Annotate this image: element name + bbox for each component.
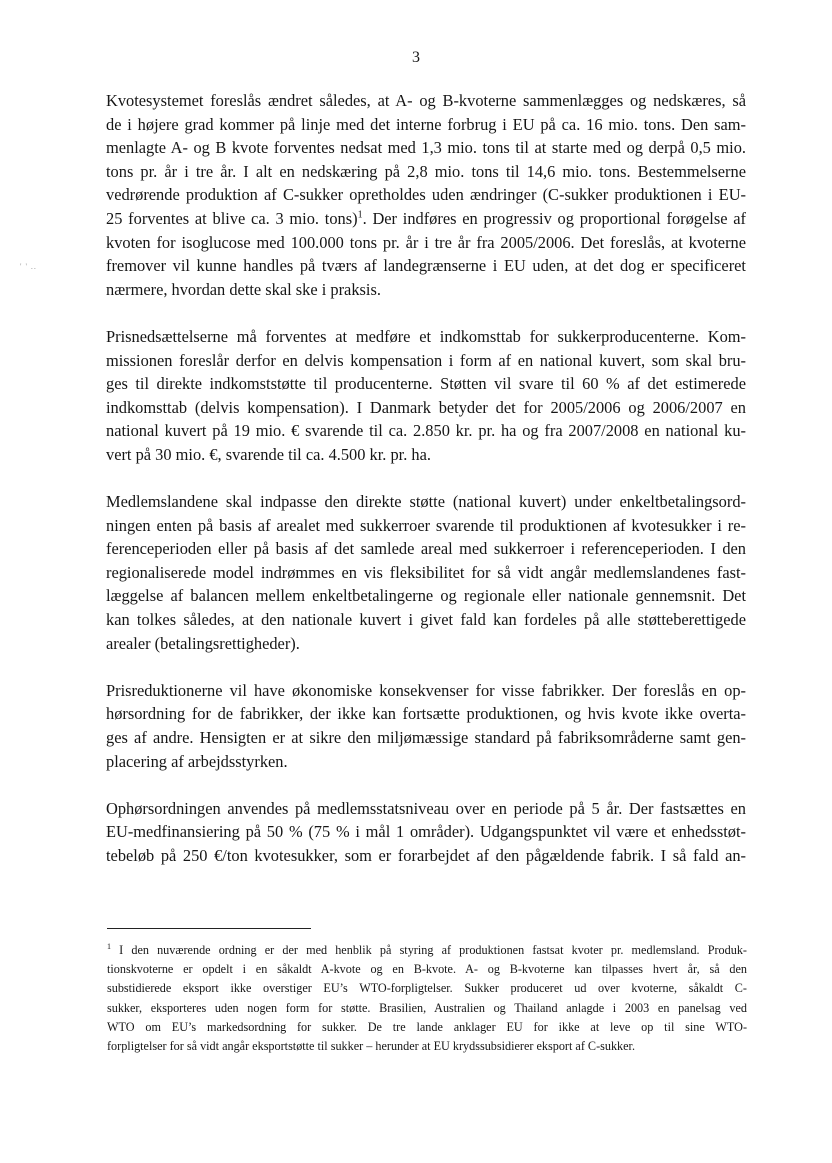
text-line: indkomsttab (delvis kompensation). I Danmark betyder det for 2005/2006 og 2006/2007 en xyxy=(106,397,746,417)
paragraph-cessation-scheme xyxy=(106,797,746,868)
text-line: hørsordning for de fabrikker, der ikke kan fortsætte produktionen, og hvis kvote ikke overta- xyxy=(106,704,746,724)
text-line: Prisreduktionerne vil have økonomiske konsekvenser for visse fabrikker. Der foreslås en op- xyxy=(106,680,746,700)
footnote-line: substidierede eksport ikke overstiger EU’s WTO-forpligtelser. Sukker produceret ud over kvoterne, såkaldt C- xyxy=(107,981,747,996)
text-line: nærmere, hvordan dette skal ske i praksis. xyxy=(106,279,381,299)
text-line: EU-medfinansiering på 50 % (75 % i mål 1 områder). Udgangspunktet vil være et enhedsstøt- xyxy=(106,822,746,842)
text-line: Prisnedsættelserne må forventes at medføre et indkomsttab for sukkerproducenterne. Kom- xyxy=(106,326,746,346)
footnote-marker: 1 xyxy=(107,941,111,951)
text-line: læggelse af balancen mellem enkeltbetalingerne og regionale eller nationale gennemsnit. Det xyxy=(106,586,746,606)
footnote-separator xyxy=(107,928,311,929)
text-line: ges til direkte indkomststøtte til producenterne. Støtten vil svare til 60 % af det estimerede xyxy=(106,374,746,394)
footnote-line: forpligtelser for så vidt angår eksportstøtte til sukker – herunder at EU krydssubsidierer eksport af C-sukker. xyxy=(107,1038,635,1053)
text-line: vert på 30 mio. €, svarende til ca. 4.500 kr. pr. ha. xyxy=(106,444,432,464)
text-line: kvoten for isoglucose med 100.000 tons pr. år i tre år fra 2005/2006. Det foreslås, at kvoterne xyxy=(106,232,746,252)
text-line: Medlemslandene skal indpasse den direkte støtte (national kuvert) under enkeltbetalingsord- xyxy=(106,492,746,512)
text-line: ges af andre. Hensigten er at sikre den miljømæssige standard på fabriksområderne samt gen- xyxy=(106,728,746,748)
text-line: placering af arbejdsstyrken. xyxy=(106,751,288,771)
footnote-line: WTO om EU’s markedsordning for sukker. De tre lande anklager EU for ikke at leve op til sine WTO- xyxy=(107,1019,747,1034)
text-line: tons pr. år i tre år. I alt en nedskæring på 2,8 mio. tons til 14,6 mio. tons. Bestemmelserne xyxy=(106,161,746,181)
text-fragment: . Der indføres en progressiv og proportional forøgelse af xyxy=(362,208,746,228)
text-line: missionen foreslår derfor en delvis kompensation i form af en national kuvert, som skal bru- xyxy=(106,350,746,370)
text-fragment: I den nuværende ordning er der med henblik på styring af produktionen fastsat kvoter pr. medlemsland. Produk- xyxy=(111,943,747,957)
text-line: vedrørende produktion af C-sukker opretholdes uden ændringer (C-sukker produktionen i EU- xyxy=(106,185,746,205)
footnote xyxy=(107,941,747,1056)
paragraph-member-states xyxy=(106,490,746,655)
text-line: national kuvert på 19 mio. € svarende til ca. 2.850 kr. pr. ha og fra 2007/2008 en national ku- xyxy=(106,421,746,441)
scan-margin-mark: ' ' .. xyxy=(20,262,37,271)
paragraph-factories xyxy=(106,679,746,773)
footnote-reference[interactable]: 1 xyxy=(357,209,363,221)
text-line: kan tolkes således, at den nationale kuvert i givet fald kan fordeles på alle støtteberettigede xyxy=(106,610,746,630)
text-line: Ophørsordningen anvendes på medlemsstatsniveau over en periode på 5 år. Der fastsættes en xyxy=(106,798,746,818)
text-line: ningen enten på basis af arealet med sukkerroer svarende til produktionen af kvotesukker i re- xyxy=(106,515,746,535)
footnote-line: tionskvoterne er opdelt i en såkaldt A-kvote og en B-kvote. A- og B-kvoterne kan tilpasses hvert år, så den xyxy=(107,962,747,977)
footnote-line: sukker, eksporteres uden nogen form for støtte. Brasilien, Australien og Thailand anlagde i 2003 en panelsag ved xyxy=(107,1000,747,1015)
text-line: tebeløb på 250 €/ton kvotesukker, som er forarbejdet af den pågældende fabrik. I så fald an- xyxy=(106,846,746,865)
page-number: 3 xyxy=(412,49,420,66)
text-line: Kvotesystemet foreslås ændret således, at A- og B-kvoterne sammenlægges og nedskæres, så xyxy=(106,91,746,110)
footnote-line xyxy=(107,941,747,960)
paragraph-price-reduction xyxy=(106,325,746,467)
body-text xyxy=(106,89,746,868)
paragraph-quota-system xyxy=(106,89,746,301)
text-line: de i højere grad kommer på linje med det interne forbrug i EU på ca. 16 mio. tons. Den sam- xyxy=(106,114,746,134)
text-line: fremover vil kunne handles på tværs af landegrænserne i EU uden, at det dog er specificeret xyxy=(106,256,746,276)
text-line: arealer (betalingsrettigheder). xyxy=(106,633,300,653)
text-line: regionaliserede model indrømmes en vis fleksibilitet for så vidt angår medlemslandenes fast- xyxy=(106,562,746,582)
text-line: menlagte A- og B kvote forventes nedsat med 1,3 mio. tons til at starte med og derpå 0,5 mio. xyxy=(106,138,746,158)
text-line: ferenceperioden eller på basis af det samlede areal med sukkerroer i referenceperioden. I den xyxy=(106,539,746,559)
text-fragment: 25 forventes at blive ca. 3 mio. tons) xyxy=(106,208,358,228)
text-line-with-footnote xyxy=(106,207,746,231)
